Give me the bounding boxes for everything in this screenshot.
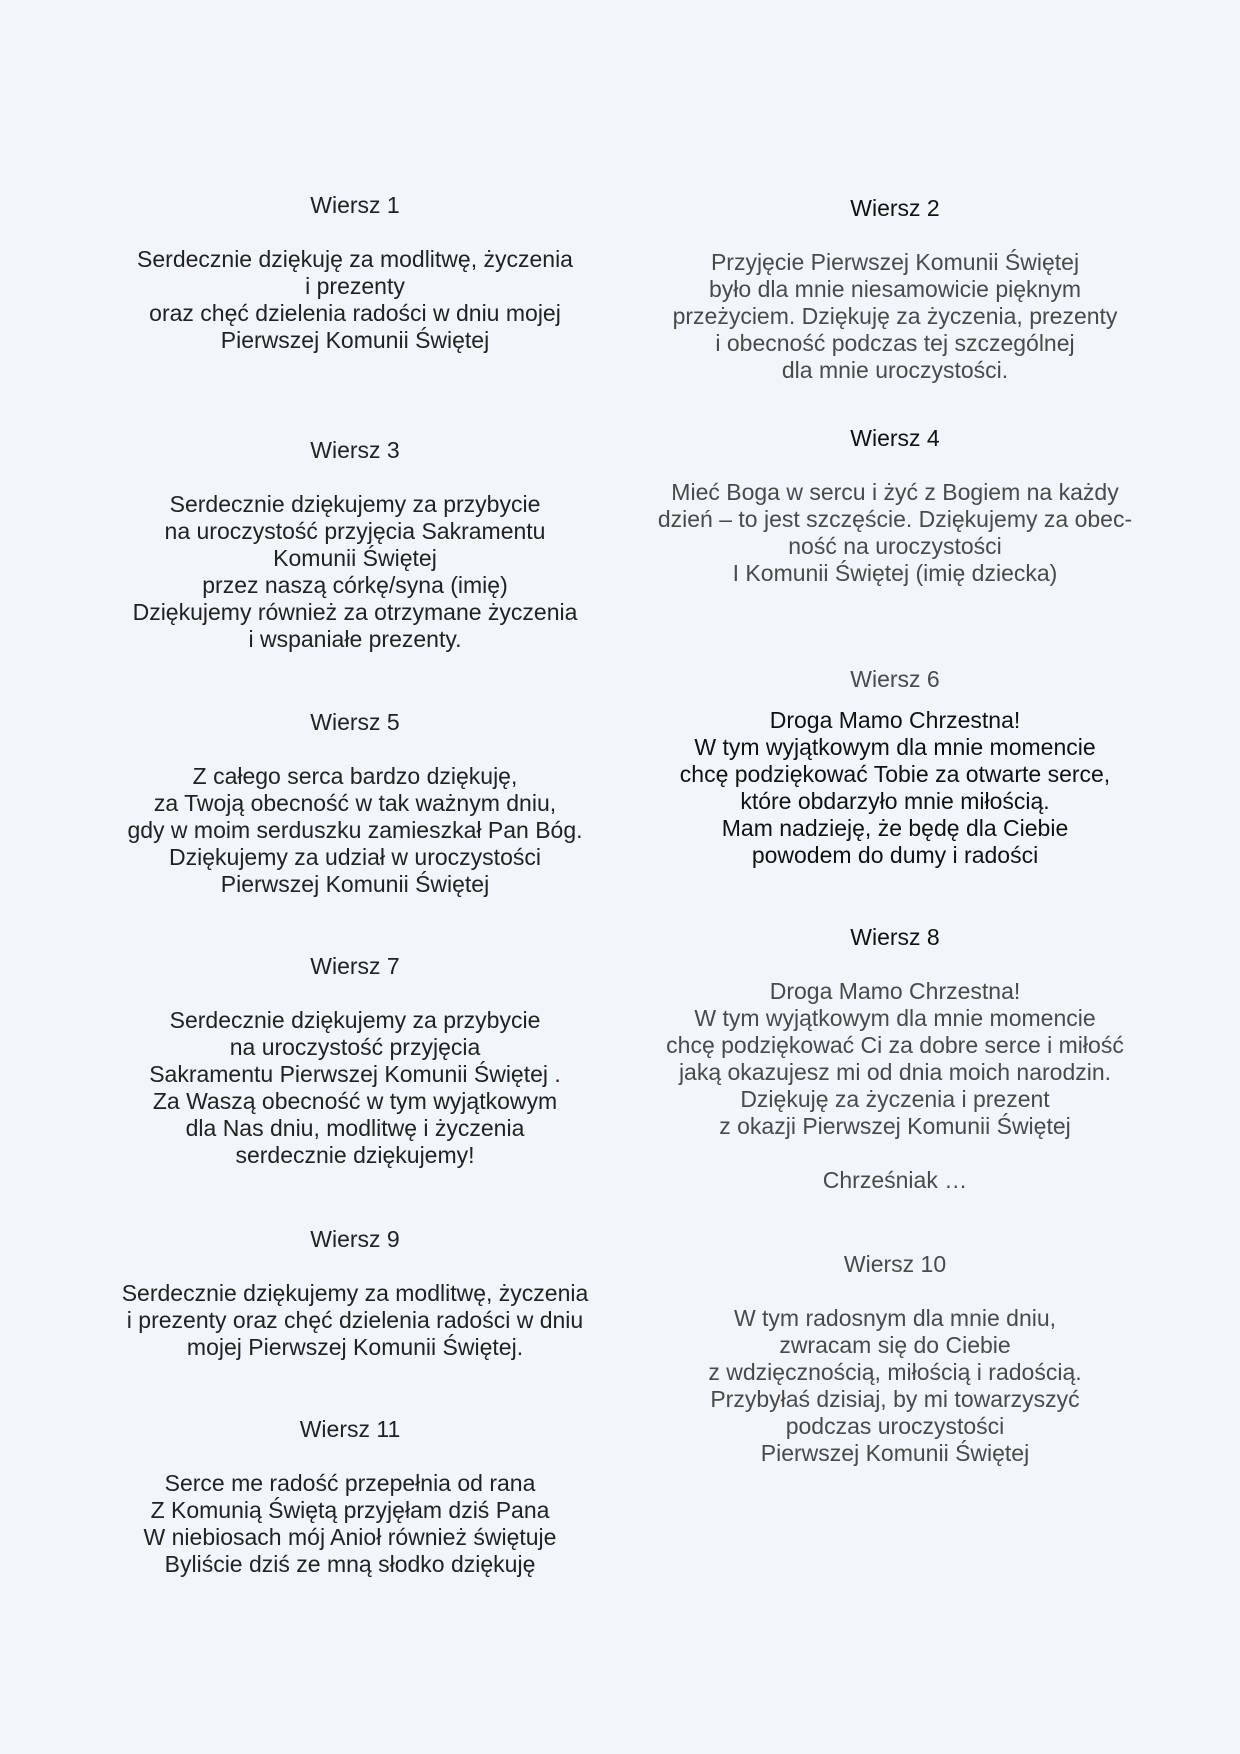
- poem-line: Przyjęcie Pierwszej Komunii Świętej: [710, 249, 1080, 275]
- poem-line: W tym wyjątkowym dla mnie momencie: [694, 1005, 1096, 1031]
- poem-line: przeżyciem. Dziękuję za życzenia, prezenty: [672, 303, 1118, 329]
- poem-line: oraz chęć dzielenia radości w dniu mojej: [149, 300, 561, 326]
- poem-line: Mam nadzieję, że będę dla Ciebie: [721, 815, 1069, 841]
- poem-line: Dziękujemy za udział w uroczystości: [169, 844, 541, 870]
- poem-title: Wiersz 5: [310, 709, 400, 735]
- poem-line: dzień – to jest szczęście. Dziękujemy za obec-: [657, 506, 1133, 532]
- poem-line: było dla mnie niesamowicie pięknym: [709, 276, 1081, 302]
- poem-title: Wiersz 1: [310, 192, 400, 218]
- poem-line: chcę podziękować Tobie za otwarte serce,: [679, 761, 1111, 787]
- poem-line: Przybyłaś dzisiaj, by mi towarzyszyć: [710, 1386, 1080, 1412]
- poem-line: Droga Mamo Chrzestna!: [769, 978, 1021, 1004]
- poem-line: Za Waszą obecność w tym wyjątkowym: [152, 1088, 558, 1114]
- poem-line: i prezenty: [305, 273, 405, 299]
- poem-line: Serdecznie dziękujemy za przybycie: [169, 1007, 541, 1033]
- poem-line: Pierwszej Komunii Świętej: [760, 1440, 1030, 1466]
- poem-title: Wiersz 4: [850, 425, 940, 451]
- poem-title: Wiersz 3: [310, 437, 400, 463]
- poem-line: W tym radosnym dla mnie dniu,: [733, 1305, 1057, 1331]
- poem-line: z wdzięcznością, miłością i radością.: [708, 1359, 1082, 1385]
- poem-line: zwracam się do Ciebie: [779, 1332, 1011, 1358]
- poem-1: [50, 192, 660, 354]
- poem-line: Dziękuję za życzenia i prezent: [740, 1086, 1050, 1112]
- poem-line: mojej Pierwszej Komunii Świętej.: [186, 1334, 524, 1360]
- poem-line: przez naszą córkę/syna (imię): [202, 572, 508, 598]
- poem-10: [620, 1251, 1170, 1467]
- poem-line: które obdarzyło mnie miłością.: [740, 788, 1050, 814]
- poem-title: Wiersz 9: [310, 1226, 400, 1252]
- poem-line: Byliście dziś ze mną słodko dziękuję: [164, 1551, 536, 1577]
- poem-line: Pierwszej Komunii Świętej: [220, 327, 490, 353]
- poem-8: [620, 924, 1170, 1194]
- poem-5: [50, 709, 660, 898]
- poem-line: W tym wyjątkowym dla mnie momencie: [694, 734, 1096, 760]
- poem-line: I Komunii Świętej (imię dziecka): [732, 560, 1058, 586]
- poem-line: ność na uroczystości: [788, 533, 1002, 559]
- poem-line: Serce me radość przepełnia od rana: [164, 1470, 536, 1496]
- poem-2: [620, 195, 1170, 384]
- poem-line: Z całego serca bardzo dziękuję,: [192, 763, 518, 789]
- poem-title: Wiersz 7: [310, 953, 400, 979]
- poem-line: powodem do dumy i radości: [751, 842, 1039, 868]
- poem-11: [45, 1416, 655, 1578]
- poem-line: Serdecznie dziękujemy za przybycie: [169, 491, 541, 517]
- poem-line: podczas uroczystości: [785, 1413, 1005, 1439]
- poem-line: Droga Mamo Chrzestna!: [769, 707, 1021, 733]
- poem-line: Serdecznie dziękujemy za modlitwę, życzenia: [121, 1280, 589, 1306]
- poem-4: [620, 425, 1170, 587]
- poem-title: Wiersz 6: [850, 666, 940, 692]
- poem-3: [50, 437, 660, 653]
- poem-title: Wiersz 2: [850, 195, 940, 221]
- poem-line: W niebiosach mój Anioł również świętuje: [143, 1524, 557, 1550]
- poem-7: [50, 953, 660, 1169]
- poem-line: na uroczystość przyjęcia Sakramentu: [164, 518, 546, 544]
- poem-line: Z Komunią Świętą przyjęłam dziś Pana: [150, 1497, 550, 1523]
- poem-6: [620, 666, 1170, 869]
- poem-line: na uroczystość przyjęcia: [229, 1034, 481, 1060]
- poem-9: [50, 1226, 660, 1361]
- poem-line: Pierwszej Komunii Świętej: [220, 871, 490, 897]
- poem-line: i prezenty oraz chęć dzielenia radości w dniu: [126, 1307, 584, 1333]
- poem-line: Mieć Boga w sercu i żyć z Bogiem na każdy: [671, 479, 1119, 505]
- poem-line: gdy w moim serduszku zamieszkał Pan Bóg.: [127, 817, 583, 843]
- poem-line: Komunii Świętej: [273, 545, 437, 571]
- poem-title: Wiersz 8: [850, 924, 940, 950]
- poem-line: jaką okazujesz mi od dnia moich narodzin.: [678, 1059, 1112, 1085]
- poem-line: serdecznie dziękujemy!: [235, 1142, 475, 1168]
- poem-line: chcę podziękować Ci za dobre serce i miłość: [666, 1032, 1124, 1058]
- poem-line: Dziękujemy również za otrzymane życzenia: [132, 599, 578, 625]
- poem-line: i wspaniałe prezenty.: [248, 626, 462, 652]
- poem-signature: Chrześniak …: [822, 1167, 968, 1193]
- poem-line: dla Nas dniu, modlitwę i życzenia: [185, 1115, 525, 1141]
- poem-title: Wiersz 10: [843, 1251, 947, 1277]
- poem-line: Serdecznie dziękuję za modlitwę, życzenia: [137, 246, 573, 272]
- poem-line: dla mnie uroczystości.: [781, 357, 1009, 383]
- spacer: [620, 1140, 1170, 1167]
- poem-line: za Twoją obecność w tak ważnym dniu,: [153, 790, 557, 816]
- poem-line: Sakramentu Pierwszej Komunii Świętej .: [149, 1061, 561, 1087]
- poem-line: z okazji Pierwszej Komunii Świętej: [719, 1113, 1071, 1139]
- poem-title: Wiersz 11: [299, 1416, 401, 1442]
- poem-line: i obecność podczas tej szczególnej: [715, 330, 1075, 356]
